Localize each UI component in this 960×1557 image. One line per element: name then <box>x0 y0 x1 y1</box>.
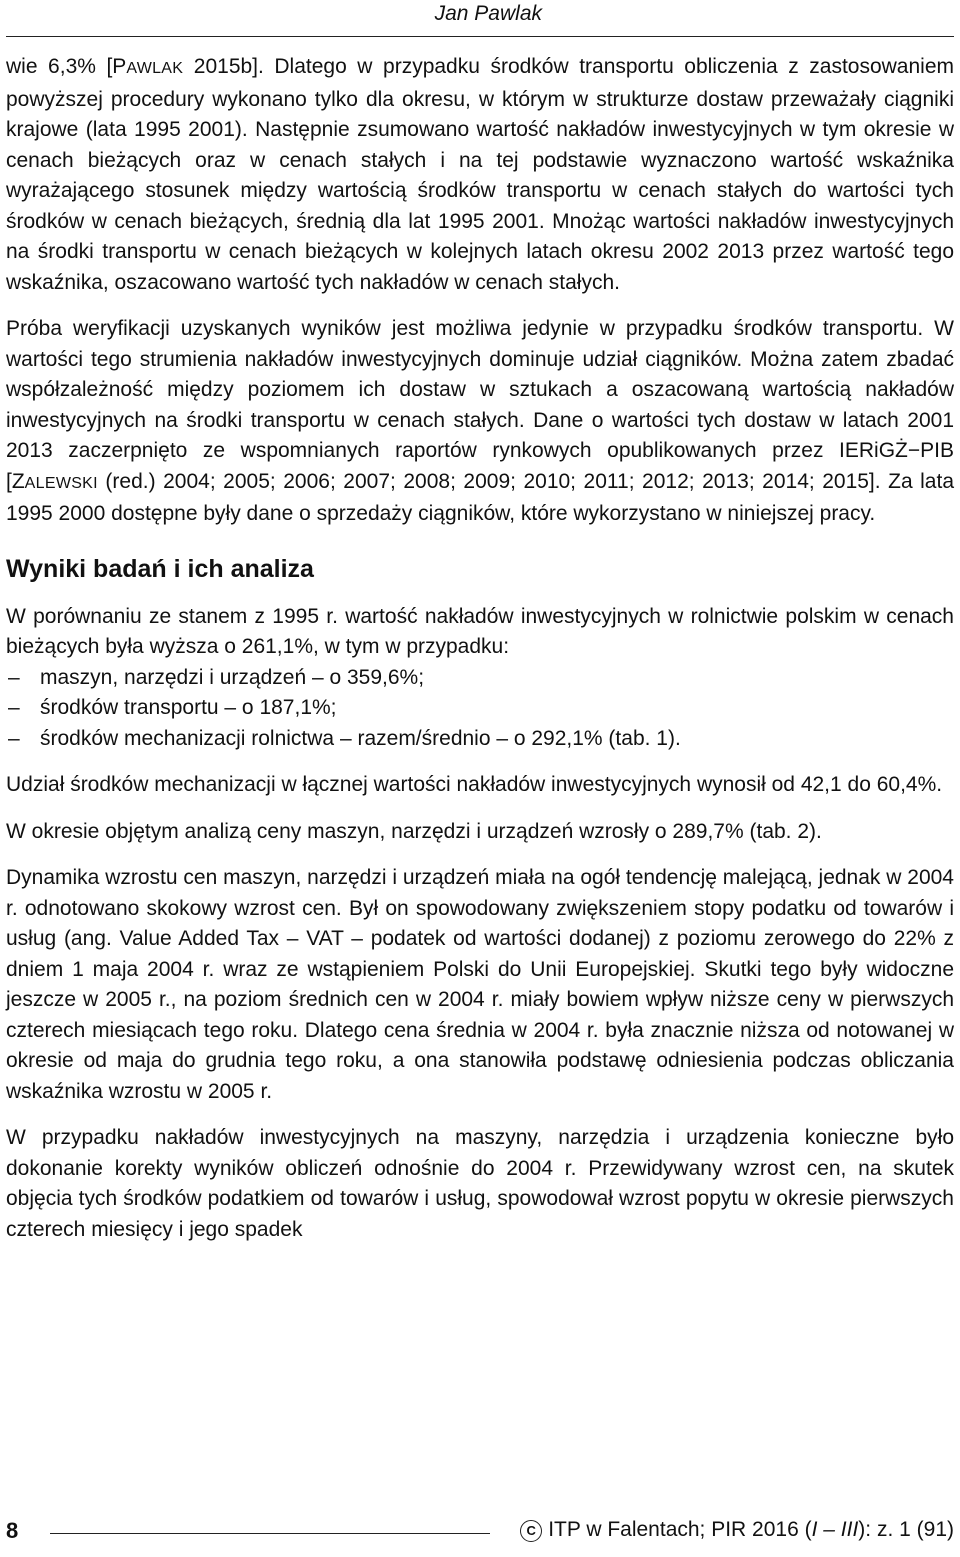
paragraph-spacer <box>6 754 954 770</box>
page-number: 8 <box>6 1518 19 1543</box>
dash-bullet: – <box>8 726 20 750</box>
copyright-icon: C <box>520 1520 542 1542</box>
paragraph-2 <box>6 314 954 530</box>
journal-text-a: ITP w Falentach; PIR 2016 ( <box>548 1518 812 1541</box>
body-text <box>6 52 954 1245</box>
paragraph-3: W porównaniu ze stanem z 1995 r. wartość nakładów inwestycyjnych w rolnictwie polskim w cenach bieżących była wyższa o 261,1%, w tym w przypadku: <box>6 604 954 658</box>
list-item <box>6 724 954 755</box>
list-item-text: maszyn, narzędzi i urządzeń – o 359,6%; <box>40 665 425 689</box>
page-footer <box>6 1518 954 1548</box>
list-item <box>6 663 954 694</box>
section-heading: Wyniki badań i ich analiza <box>6 554 314 583</box>
journal-issue: I – III <box>811 1518 859 1541</box>
paragraph-2-part-1: Próba weryfikacji uzyskanych wyników jest możliwa jedynie w przypadku środków transportu. W wartości tego strumienia nakładów inwestycyjnych dominuje udział ciągników. Można zatem zbadać współzależność między poziomem ich dostaw w sztukach a oszacowaną wartością nakładów inwestycyjnych na środki transportu w cenach stałych. Dane o wartości tych dostaw w latach 2001 2013 zaczerpnięto ze wspomnianych raportów rynkowych opublikowanych przez IERiGŻ−PIB [Z <box>6 317 954 493</box>
paragraph-1-part-1: wie 6,3% [P <box>6 55 127 78</box>
list-item-text: środków transportu – o 187,1%; <box>40 696 337 719</box>
dash-bullet: – <box>8 696 20 719</box>
paragraph-6: Dynamika wzrostu cen maszyn, narzędzi i urządzeń miała na ogół tendencję malejącą, jednak w 2004 r. odnotowano skokowy wzrost cen. Był on spowodowany zwiększeniem stopy podatku od towarów i usług (ang. Value Added Tax – VAT – podatek od wartości dodanej) z poziomu zerowego do 22% z dniem 1 maja 2004 r. wraz ze wstąpieniem Polski do Unii Europejskiej. Skutki tego były widoczne jeszcze w 2005 r., na poziom średnich cen w 2004 r. miały bowiem wpływ niższe ceny w pierwszych czterech miesiącach tego roku. Dlatego cena średnia w 2004 r. była znacznie niższa od notowanej w okresie od maja do grudnia tego roku, a ona stanowiła podstawę odniesienia podczas obliczania wskaźnika wzrostu w 2005 r. <box>6 866 954 1103</box>
paragraph-spacer <box>6 801 954 817</box>
journal-text-b: ): z. 1 (91) <box>858 1518 954 1541</box>
heading-spacer <box>6 584 954 602</box>
paragraph-1-part-2: 2015b]. Dlatego w przypadku środków transportu obliczenia z zastosowaniem powyższej procedury wykonano tylko dla okresu, w którym w strukturze dostaw przeważały ciągniki krajowe (lata 1995 2001). Następnie zsumowano wartość nakładów inwestycyjnych w tym okresie w cenach bieżących oraz w cenach stałych i na tej podstawie wyznaczono wartość wskaźnika wyrażającego stosunek między wartością środków transportu w cenach stałych do wartości tych środków w cenach bieżących, średnią dla lat 1995 2001. Mnożąc wartości nakładów inwestycyjnych na środki transportu w cenach bieżących w kolejnych latach okresu 2002 2013 przez wartość tego wskaźnika, oszacowano wartość tych nakładów w cenach stałych. <box>6 55 954 294</box>
paragraph-2-part-2: (red.) 2004; 2005; 2006; 2007; 2008; 2009; 2010; 2011; 2012; 2013; 2014; 2015]. Za lata 1995 2000 dostępne były dane o sprzedaży ciągników, które wykorzystano w niniejszej pracy. <box>6 469 954 525</box>
paragraph-spacer <box>6 298 954 314</box>
footer-rule <box>50 1533 490 1534</box>
paragraph-spacer <box>6 1107 954 1123</box>
list-item <box>6 693 954 724</box>
dash-list <box>6 663 954 755</box>
paragraph-4: Udział środków mechanizacji w łącznej wartości nakładów inwestycyjnych wynosił od 42,1 do 60,4%. <box>6 773 943 796</box>
dash-bullet: – <box>8 665 20 689</box>
journal-citation <box>520 1518 954 1542</box>
paragraph-7: W przypadku nakładów inwestycyjnych na maszyny, narzędzia i urządzenia konieczne było dokonanie korekty wyników obliczeń odnośnie do 2004 r. Przewidywany wzrost cen, na skutek objęcia tych środków podatkiem od towarów i usług, spowodował wzrost popytu w okresie pierwszych czterech miesięcy i jego spadek <box>6 1126 954 1241</box>
citation-smallcaps: AWLAK <box>126 60 184 77</box>
paragraph-5: W okresie objętym analizą ceny maszyn, narzędzi i urządzeń wzrosły o 289,7% (tab. 2). <box>6 819 822 843</box>
header-rule <box>6 36 954 37</box>
citation-smallcaps: ALEWSKI <box>24 474 98 492</box>
heading-spacer <box>6 530 954 550</box>
paragraph-1 <box>6 52 954 298</box>
running-head-author: Jan Pawlak <box>434 2 542 25</box>
list-item-text: środków mechanizacji rolnictwa – razem/średnio – o 292,1% (tab. 1). <box>40 726 681 750</box>
paragraph-spacer <box>6 847 954 863</box>
